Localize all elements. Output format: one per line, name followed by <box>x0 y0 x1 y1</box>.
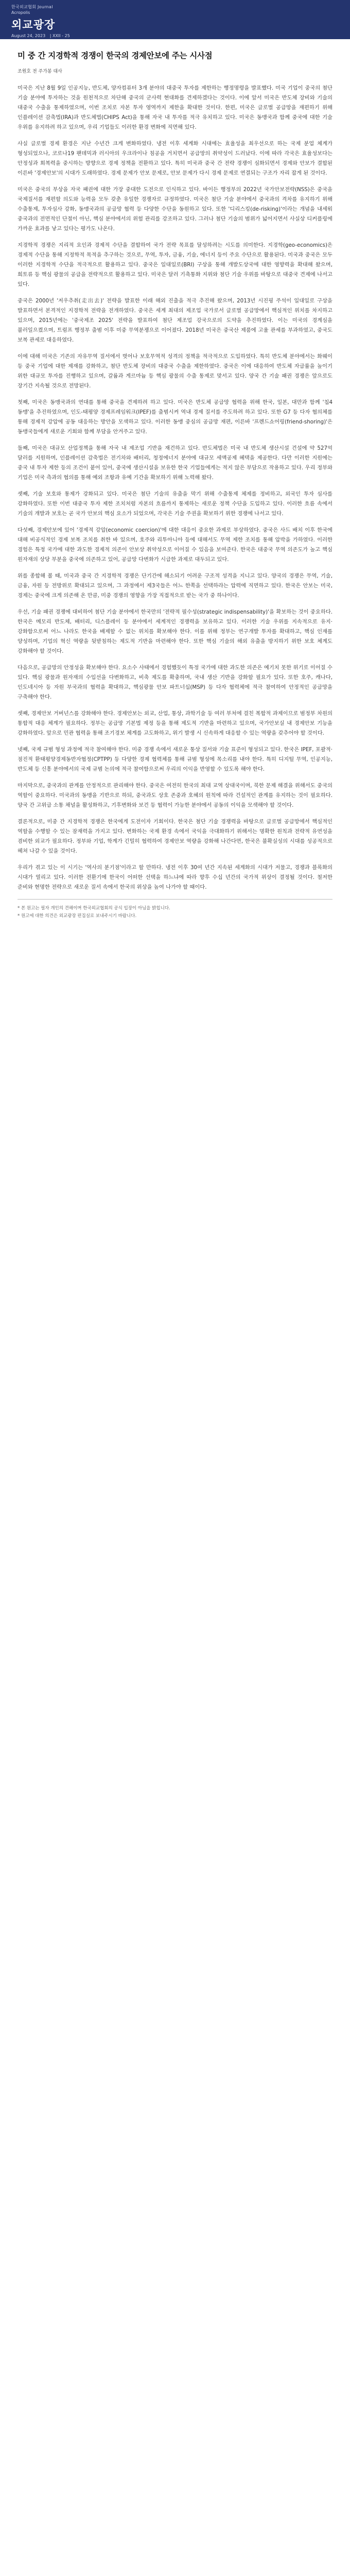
journal-title: 외교광장 <box>11 19 56 31</box>
article-paragraph: 우리가 겪고 있는 이 시기는 '역사의 분기점'이라고 할 만하다. 냉전 이후 30여 년간 지속된 세계화의 시대가 저물고, 경쟁과 블록화의 시대가 열리고 있다. 이러한 전환기에 한국이 어떠한 선택을 하느냐에 따라 향후 수십 년간의 국가적 위상이 결정될 것이다. 철저한 준비와 현명한 전략으로 새로운 질서 속에서 한국의 위상을 높여 나가야 할 때이다. <box>18 864 332 890</box>
article-paragraph: 중국은 2000년 '저우추취(走出去)' 전략을 발표한 이래 해외 진출을 적극 추진해 왔으며, 2013년 시진핑 주석이 일대일로 구상을 발표하면서 본격적인 지경학적 전략을 전개하였다. 중국은 세계 최대의 제조업 국가로서 글로벌 공급망에서 핵심적인 위치를 차지하고 있으며, 2015년에는 '중국제조 2025' 전략을 발표하여 첨단 제조업 강국으로의 도약을 추진하였다. 이는 미국의 경계심을 불러일으켰으며, 트럼프 행정부 출범 이후 미중 무역분쟁으로 이어졌다. 2018년 미국은 중국산 제품에 고율 관세를 부과하였고, 중국도 보복 관세로 대응하였다. <box>18 297 332 343</box>
article-paragraph: 셋째, 기술 보호와 통제가 강화되고 있다. 미국은 첨단 기술의 유출을 막기 위해 수출통제 체제를 정비하고, 외국인 투자 심사를 강화하였다. 또한 이번 대중국 투자 제한 조치처럼 자본의 흐름까지 통제하는 새로운 정책 수단을 도입하고 있다. 이러한 흐름 속에서 기술의 개발과 보호는 곧 국가 안보의 핵심 요소가 되었으며, 각국은 기술 주권을 확보하기 위한 경쟁에 나서고 있다. <box>18 490 332 517</box>
article-paragraph: 지경학적 경쟁은 지리적 요인과 경제적 수단을 결합하여 국가 전략 목표를 달성하려는 시도를 의미한다. 지경학(geo-economics)은 경제적 수단을 통해 지정학적 목적을 추구하는 것으로, 무역, 투자, 금융, 기술, 에너지 등이 주요 수단으로 활용된다. 미국과 중국은 모두 이러한 지경학적 수단을 적극적으로 활용하고 있다. 중국은 일대일로(BRI) 구상을 통해 개발도상국에 대한 영향력을 확대해 왔으며, 희토류 등 핵심 광물의 공급을 전략적으로 활용하고 있다. 미국은 달러 기축통화 지위와 첨단 기술 우위를 바탕으로 대중국 견제에 나서고 있다. <box>18 242 332 287</box>
article-headline: 미 중 간 지경학적 경쟁이 한국의 경제안보에 주는 시사점 <box>18 51 213 60</box>
article-byline: 조원호 전 주가봉 대사 <box>18 69 62 74</box>
issue-date: August 24, 2023 <box>11 33 46 38</box>
footnotes <box>18 899 332 920</box>
article-paragraph: 위를 종합해 볼 때, 미국과 중국 간 지경학적 경쟁은 단기간에 해소되기 어려운 구조적 성격을 지니고 있다. 양국의 경쟁은 무역, 기술, 금융, 자원 등 전방위로 확대되고 있으며, 그 과정에서 제3국들은 어느 한쪽을 선택하라는 압력에 직면하고 있다. 한국은 안보는 미국, 경제는 중국에 크게 의존해 온 만큼, 미중 경쟁의 영향을 가장 직접적으로 받는 국가 중 하나이다. <box>18 572 332 599</box>
article-paragraph: 셋째, 경제안보 거버넌스를 강화해야 한다. 경제안보는 외교, 산업, 통상, 과학기술 등 여러 부처에 걸친 복합적 과제이므로 범정부 차원의 통합적 대응 체계가 필요하다. 정부는 공급망 기본법 제정 등을 통해 제도적 기반을 마련하고 있으며, 국가안보실 내 경제안보 기능을 강화하였다. 앞으로 민관 협력을 통해 조기경보 체계를 고도화하고, 위기 발생 시 신속하게 대응할 수 있는 역량을 갖추어야 할 것이다. <box>18 710 332 736</box>
article-paragraph: 마지막으로, 중국과의 관계를 안정적으로 관리해야 한다. 중국은 여전히 한국의 최대 교역 상대국이며, 북한 문제 해결을 위해서도 중국의 역할이 중요하다. 미국과의 동맹을 기반으로 하되, 중국과도 상호 존중과 호혜의 원칙에 따라 건설적인 관계를 유지하는 것이 필요하다. 양국 간 고위급 소통 채널을 활성화하고, 기후변화와 보건 등 협력이 가능한 분야에서 공동의 이익을 모색해야 할 것이다. <box>18 782 332 808</box>
article <box>0 39 350 920</box>
journal-subtitle: Acropolis <box>11 10 30 15</box>
publisher-name: 한국외교협회 Journal <box>11 5 53 9</box>
article-paragraph: 결론적으로, 미중 간 지경학적 경쟁은 한국에게 도전이자 기회이다. 한국은 첨단 기술 경쟁력을 바탕으로 글로벌 공급망에서 핵심적인 역할을 수행할 수 있는 잠재력을 가지고 있다. 변화하는 국제 환경 속에서 국익을 극대화하기 위해서는 명확한 원칙과 전략적 유연성을 겸비한 외교가 필요하다. 정부와 기업, 학계가 긴밀히 협력하여 경제안보 역량을 강화해 나간다면, 한국은 불확실성의 시대를 성공적으로 헤쳐 나갈 수 있을 것이다. <box>18 818 332 854</box>
article-paragraph: 우선, 기술 패권 경쟁에 대비하여 첨단 기술 분야에서 한국만의 '전략적 필수성(strategic indispensability)'을 확보하는 것이 중요하다. 한국은 메모리 반도체, 배터리, 디스플레이 등 분야에서 세계적인 경쟁력을 보유하고 있다. 이러한 기술 우위를 지속적으로 유지·강화함으로써 어느 나라도 한국을 배제할 수 없는 위치를 확보해야 한다. 이를 위해 정부는 연구개발 투자를 확대하고, 핵심 인재를 양성하며, 기업의 혁신 역량을 뒷받침하는 제도적 기반을 마련해야 한다. 또한 핵심 기술의 해외 유출을 방지하기 위한 보호 체계도 강화해야 할 것이다. <box>18 608 332 654</box>
footnote: * 원고에 대한 의견은 외교광장 편집실로 보내주시기 바랍니다. <box>18 913 137 919</box>
issue-meta <box>11 33 339 38</box>
article-paragraph: 둘째, 미국은 대규모 산업정책을 통해 자국 내 제조업 기반을 재건하고 있다. 반도체법은 미국 내 반도체 생산시설 건설에 약 527억 달러를 지원하며, 인플레이션 감축법은 전기차와 배터리, 청정에너지 분야에 대규모 세액공제 혜택을 제공한다. 다만 이러한 지원에는 중국 내 투자 제한 등의 조건이 붙어 있어, 중국에 생산시설을 보유한 한국 기업들에게는 적지 않은 부담으로 작용하고 있다. 우리 정부와 기업은 미국 측과의 협의를 통해 예외 조항과 유예 기간을 확보하기 위해 노력해 왔다. <box>18 445 332 481</box>
article-paragraph: 첫째, 미국은 동맹국과의 연대를 통해 중국을 견제하려 하고 있다. 미국은 반도체 공급망 협력을 위해 한국, 일본, 대만과 함께 '칩4 동맹'을 추진하였으며, 인도-태평양 경제프레임워크(IPEF)를 출범시켜 역내 경제 질서를 주도하려 하고 있다. 또한 G7 등 다자 협의체를 통해 경제적 강압에 공동 대응하는 방안을 모색하고 있다. 이러한 동맹 중심의 공급망 재편, 이른바 '프렌드쇼어링(friend-shoring)'은 동맹국들에게 새로운 기회와 함께 부담을 안겨주고 있다. <box>18 399 332 435</box>
article-paragraph: 넷째, 국제 규범 형성 과정에 적극 참여해야 한다. 미중 경쟁 속에서 새로운 통상 질서와 기술 표준이 형성되고 있다. 한국은 IPEF, 포괄적·점진적 환태평양경제동반자협정(CPTPP) 등 다양한 경제 협력체를 통해 규범 형성에 목소리를 내야 한다. 특히 디지털 무역, 인공지능, 반도체 등 신흥 분야에서의 국제 규범 논의에 적극 참여함으로써 우리의 이익을 반영할 수 있도록 해야 한다. <box>18 746 332 772</box>
article-paragraph: 사실 글로벌 경제 환경은 지난 수년간 크게 변화하였다. 냉전 이후 세계화 시대에는 효율성을 최우선으로 하는 국제 분업 체계가 형성되었으나, 코로나19 팬데믹과 러시아의 우크라이나 침공을 거치면서 공급망의 취약성이 드러났다. 이에 따라 각국은 효율성보다는 안정성과 회복력을 중시하는 방향으로 경제 정책을 전환하고 있다. 특히 미국과 중국 간 전략 경쟁이 심화되면서 경제와 안보가 결합된 이른바 '경제안보'의 시대가 도래하였다. 경제 문제가 안보 문제로, 안보 문제가 다시 경제 문제로 연결되는 구조가 자리 잡게 된 것이다. <box>18 140 332 176</box>
article-paragraph: 다음으로, 공급망의 안정성을 확보해야 한다. 요소수 사태에서 경험했듯이 특정 국가에 대한 과도한 의존은 예기치 못한 위기로 이어질 수 있다. 핵심 광물과 원자재의 수입선을 다변화하고, 비축 제도를 확충하며, 국내 생산 기반을 강화할 필요가 있다. 또한 호주, 캐나다, 인도네시아 등 자원 부국과의 협력을 확대하고, 핵심광물 안보 파트너십(MSP) 등 다자 협력체에 적극 참여하여 안정적인 공급망을 구축해야 한다. <box>18 664 332 700</box>
issue-number: | XXII - 25 <box>49 33 70 38</box>
article-paragraph: 미국은 지난 8월 9일 인공지능, 반도체, 양자컴퓨터 3개 분야의 대중국 투자를 제한하는 행정명령을 발표했다. 미국 기업이 중국의 첨단 기술 분야에 투자하는 것을 원천적으로 차단해 중국의 군사력 현대화를 견제하겠다는 것이다. 이에 앞서 미국은 반도체 장비와 기술의 대중국 수출을 통제하였으며, 이번 조치로 자본 투자 영역까지 제한을 확대한 것이다. 한편, 미국은 글로벌 공급망을 재편하기 위해 인플레이션 감축법(IRA)과 반도체법(CHIPS Act)을 통해 자국 내 투자를 적극 유치하고 있다. 미국은 동맹국과 함께 중국에 대한 기술 우위를 유지하려 하고 있으며, 우리 기업들도 이러한 환경 변화에 직면해 있다. <box>18 84 332 130</box>
footnote: * 본 원고는 필자 개인의 견해이며 한국외교협회의 공식 입장이 아님을 밝힙니다. <box>18 905 170 911</box>
article-paragraph: 다섯째, 경제안보에 있어 '경제적 강압(economic coercion)'에 대한 대응이 중요한 과제로 부상하였다. 중국은 사드 배치 이후 한국에 대해 비공식적인 경제 보복 조치를 취한 바 있으며, 호주와 리투아니아 등에 대해서도 무역 제한 조치를 통해 압박을 가하였다. 이러한 경험은 특정 국가에 대한 과도한 경제적 의존이 안보상 취약성으로 이어질 수 있음을 보여준다. 한국은 대중국 무역 의존도가 높고 핵심 원자재의 상당 부분을 중국에 의존하고 있어, 공급망 다변화가 시급한 과제로 대두되고 있다. <box>18 527 332 563</box>
article-paragraph: 이에 대해 미국은 기존의 자유무역 질서에서 벗어나 보호무역적 성격의 정책을 적극적으로 도입하였다. 특히 반도체 분야에서는 화웨이 등 중국 기업에 대한 제재를 강화하고, 첨단 반도체 장비의 대중국 수출을 제한하였다. 중국은 이에 대응하여 반도체 자급률을 높이기 위한 대규모 투자를 진행하고 있으며, 갈륨과 게르마늄 등 핵심 광물의 수출 통제로 맞서고 있다. 양국 간 기술 패권 경쟁은 앞으로도 장기간 지속될 것으로 전망된다. <box>18 353 332 389</box>
masthead <box>0 0 350 39</box>
article-body <box>18 83 332 892</box>
article-paragraph: 미국은 중국의 부상을 자국 패권에 대한 가장 중대한 도전으로 인식하고 있다. 바이든 행정부의 2022년 국가안보전략(NSS)은 중국을 국제질서를 재편할 의도와 능력을 모두 갖춘 유일한 경쟁자로 규정하였다. 미국은 첨단 기술 분야에서 중국과의 격차를 유지하기 위해 수출통제, 투자심사 강화, 동맹국과의 공급망 협력 등 다양한 수단을 동원하고 있다. 또한 '디리스킹(de-risking)'이라는 개념을 내세워 중국과의 전면적인 단절이 아닌, 핵심 분야에서의 위험 관리를 강조하고 있다. 그러나 첨단 기술의 범위가 넓어지면서 사실상 디커플링에 가까운 효과를 낳고 있다는 평가도 나온다. <box>18 186 332 232</box>
